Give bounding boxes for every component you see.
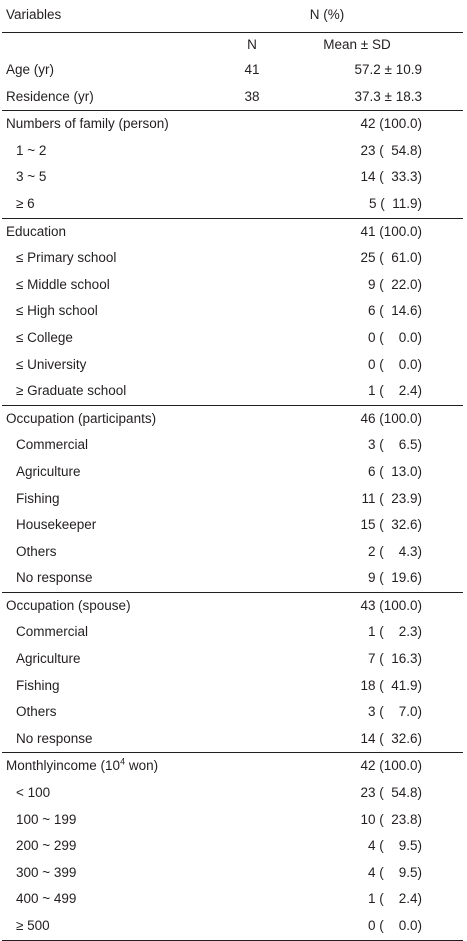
age-label: Age (yr) [6, 62, 55, 77]
row-label: ≤ High school [16, 303, 98, 319]
row-value: 6 ( 13.0) [367, 463, 422, 479]
row-label: ≤ Middle school [16, 276, 110, 292]
income-header-row [2, 753, 463, 780]
table-row [2, 191, 463, 218]
table-row [2, 539, 463, 566]
table-row [2, 913, 463, 940]
residence-row [2, 84, 463, 111]
row-label: ≤ College [16, 329, 73, 345]
row-value: 9 ( 19.6) [367, 570, 422, 586]
header-n-percent: N (%) [309, 7, 345, 22]
row-label: No response [16, 730, 93, 746]
header-n: N [247, 37, 257, 52]
table-row [2, 646, 463, 673]
row-value: 1 ( 2.4) [367, 891, 422, 907]
header-mean-sd: Mean ± SD [323, 37, 391, 52]
occ-spouse-label: Occupation (spouse) [6, 597, 131, 613]
residence-label: Residence (yr) [6, 88, 94, 104]
education-header-row [2, 219, 463, 246]
occ-participants-header-row [2, 406, 463, 433]
demographics-table [2, 0, 463, 941]
income-total: 42 (100.0) [360, 758, 422, 774]
table-row [2, 565, 463, 592]
table-row [2, 699, 463, 726]
age-value: 57.2 ± 10.9 [354, 62, 422, 77]
occ-spouse-header-row [2, 593, 463, 620]
table-row [2, 272, 463, 299]
row-value: 23 ( 54.8) [360, 142, 422, 158]
row-label: Others [16, 704, 57, 720]
row-value: 4 ( 9.5) [367, 864, 422, 880]
table-row [2, 486, 463, 513]
row-label: Fishing [16, 677, 60, 693]
row-label: 400 ~ 499 [16, 891, 77, 907]
row-label: ≤ University [16, 356, 87, 372]
row-label: Agriculture [16, 651, 81, 667]
row-value: 0 ( 0.0) [367, 918, 422, 933]
table-row [2, 325, 463, 352]
age-n: 41 [244, 62, 260, 77]
occ-participants-total: 46 (100.0) [360, 410, 422, 426]
row-value: 6 ( 14.6) [367, 303, 422, 319]
table-row [2, 298, 463, 325]
row-value: 5 ( 11.9) [368, 195, 422, 211]
occ-participants-label: Occupation (participants) [6, 410, 157, 426]
occ-spouse-total: 43 (100.0) [360, 597, 422, 613]
family-header-row [2, 111, 463, 138]
row-value: 3 ( 7.0) [367, 704, 422, 720]
table-row [2, 673, 463, 700]
row-value: 9 ( 22.0) [367, 276, 422, 292]
table-bottom-rule [2, 940, 463, 941]
row-value: 1 ( 2.3) [367, 624, 422, 640]
education-total: 41 (100.0) [360, 223, 422, 239]
family-label: Numbers of family (person) [6, 116, 169, 132]
income-label-pre: Monthlyincome (10 [6, 758, 121, 774]
row-label: ≥ 500 [16, 918, 50, 933]
table-row [2, 352, 463, 379]
subheader-row [2, 33, 463, 57]
table-row [2, 619, 463, 646]
table-row [2, 833, 463, 860]
row-label: Commercial [16, 437, 89, 453]
row-value: 3 ( 6.5) [367, 437, 422, 453]
row-label: Others [16, 543, 57, 559]
header-row [2, 0, 463, 29]
row-value: 7 ( 16.3) [367, 651, 422, 667]
table-row [2, 432, 463, 459]
table-row [2, 860, 463, 887]
row-label: 3 ~ 5 [16, 169, 47, 185]
row-label: ≥ 6 [16, 195, 35, 211]
row-value: 1 ( 2.4) [367, 383, 422, 399]
table-row [2, 807, 463, 834]
residence-n: 38 [244, 88, 260, 104]
age-row [2, 57, 463, 84]
row-label: ≥ Graduate school [16, 383, 127, 399]
income-label-post: won) [125, 758, 159, 774]
row-value: 2 ( 4.3) [367, 543, 422, 559]
education-label: Education [6, 223, 67, 239]
row-label: 300 ~ 399 [16, 864, 77, 880]
table-row [2, 245, 463, 272]
table-row [2, 780, 463, 807]
row-value: 15 ( 32.6) [360, 517, 422, 533]
row-value: 0 ( 0.0) [367, 329, 422, 345]
row-value: 10 ( 23.8) [360, 811, 422, 827]
row-label: Housekeeper [16, 517, 97, 533]
header-variables: Variables [6, 7, 62, 22]
table-row [2, 378, 463, 405]
table-row [2, 164, 463, 191]
income-label [6, 753, 158, 780]
row-value: 14 ( 33.3) [360, 169, 422, 185]
table-row [2, 138, 463, 165]
family-total: 42 (100.0) [360, 116, 422, 132]
row-value: 18 ( 41.9) [360, 677, 422, 693]
row-label: Fishing [16, 490, 60, 506]
row-label: ≤ Primary school [16, 250, 117, 266]
row-label: 200 ~ 299 [16, 838, 77, 854]
row-label: < 100 [16, 785, 51, 801]
row-label: Commercial [16, 624, 89, 640]
residence-value: 37.3 ± 18.3 [354, 88, 422, 104]
row-value: 4 ( 9.5) [367, 838, 422, 854]
row-label: 1 ~ 2 [16, 142, 47, 158]
row-label: 100 ~ 199 [16, 811, 77, 827]
table-row [2, 726, 463, 753]
income-label-sup: 4 [120, 756, 126, 767]
table-row [2, 886, 463, 913]
row-value: 14 ( 32.6) [360, 730, 422, 746]
row-label: Agriculture [16, 463, 81, 479]
row-value: 25 ( 61.0) [360, 250, 422, 266]
row-value: 0 ( 0.0) [367, 356, 422, 372]
row-value: 11 ( 23.9) [361, 490, 422, 506]
row-label: No response [16, 570, 93, 586]
row-value: 23 ( 54.8) [360, 785, 422, 801]
table-row [2, 459, 463, 486]
table-row [2, 512, 463, 539]
